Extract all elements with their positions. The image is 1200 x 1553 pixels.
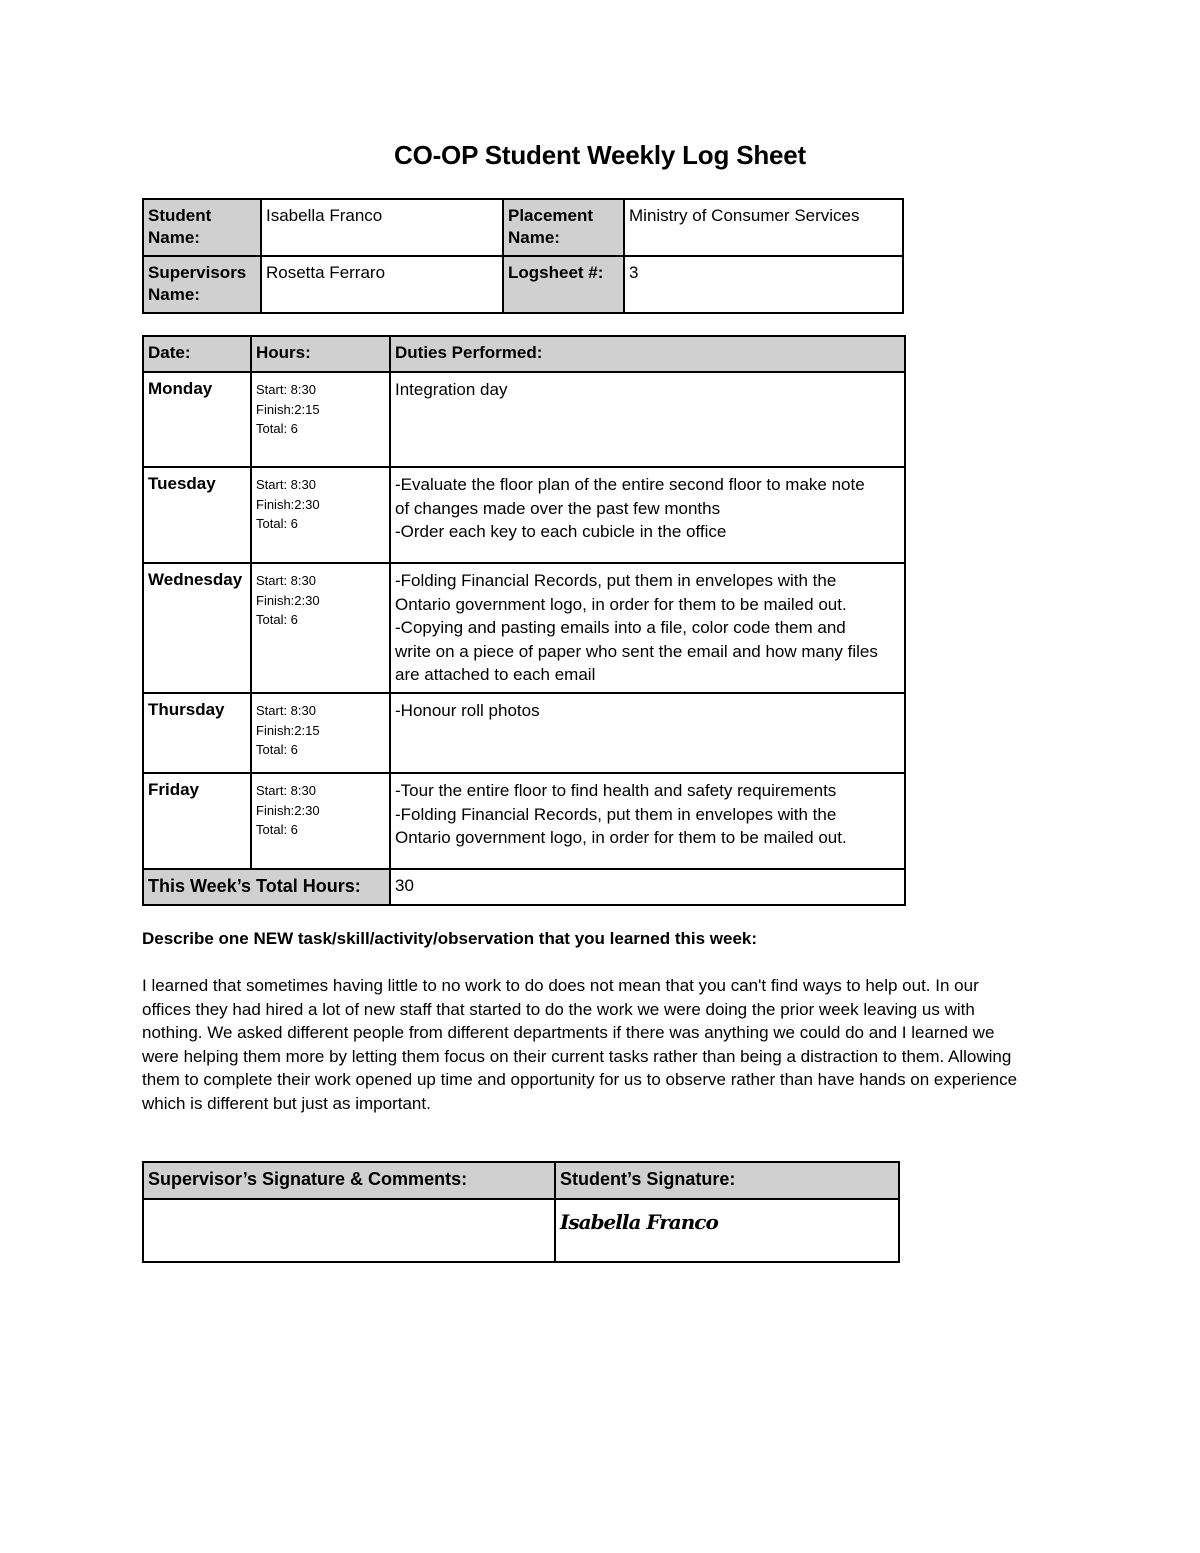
finish-time: Finish:2:15 bbox=[256, 722, 320, 738]
placement-name-value: Ministry of Consumer Services bbox=[624, 199, 903, 256]
duty-line: -Evaluate the floor plan of the entire second floor to make note bbox=[395, 475, 865, 494]
duty-line: are attached to each email bbox=[395, 665, 596, 684]
duties-cell bbox=[390, 467, 905, 563]
answer-line: offices they had hired a lot of new staff that started to do the work we were doing the prior week leaving us with bbox=[142, 999, 975, 1019]
learning-answer bbox=[142, 974, 1062, 1115]
supervisor-signature-label: Supervisor’s Signature & Comments: bbox=[143, 1162, 555, 1199]
student-signature: Isabella Franco bbox=[560, 1210, 718, 1234]
start-time: Start: 8:30 bbox=[256, 703, 316, 718]
student-name-label: Student Name: bbox=[143, 199, 261, 256]
total-hours: Total: 6 bbox=[256, 742, 298, 757]
start-time: Start: 8:30 bbox=[256, 573, 316, 588]
answer-line: nothing. We asked different people from different departments if there was anything we could do and I learned we bbox=[142, 1023, 995, 1042]
start-time: Start: 8:30 bbox=[256, 477, 316, 492]
supervisor-signature-field[interactable] bbox=[143, 1199, 555, 1262]
log-row-thursday bbox=[143, 693, 905, 773]
finish-time: Finish:2:30 bbox=[256, 592, 320, 608]
duty-line: -Folding Financial Records, put them in envelopes with the bbox=[395, 804, 837, 824]
learning-question: Describe one NEW task/skill/activity/observation that you learned this week: bbox=[142, 929, 758, 948]
weekly-total-label: This Week’s Total Hours: bbox=[143, 869, 390, 905]
weekly-total-value: 30 bbox=[390, 869, 905, 905]
duty-line: Integration day bbox=[395, 380, 508, 399]
student-name-value: Isabella Franco bbox=[261, 199, 503, 256]
hours-cell bbox=[251, 467, 390, 563]
finish-time: Finish:2:30 bbox=[256, 802, 320, 818]
log-row-friday bbox=[143, 773, 905, 869]
answer-line: were helping them more by letting them focus on their current tasks rather than being a distraction to them. Allowing bbox=[142, 1046, 1012, 1066]
duty-line: Ontario government logo, in order for them to be mailed out. bbox=[395, 594, 847, 614]
daily-log-table bbox=[142, 335, 906, 906]
duty-line: -Copying and pasting emails into a file, color code them and bbox=[395, 618, 846, 637]
log-row-tuesday bbox=[143, 467, 905, 563]
hours-cell bbox=[251, 693, 390, 773]
hours-cell bbox=[251, 773, 390, 869]
duties-cell bbox=[390, 372, 905, 467]
log-row-wednesday bbox=[143, 563, 905, 693]
answer-line: which is different but just as important. bbox=[142, 1093, 431, 1113]
page-title: CO-OP Student Weekly Log Sheet bbox=[394, 140, 806, 170]
answer-line: I learned that sometimes having little to no work to do does not mean that you can't find ways to help out. In our bbox=[142, 976, 979, 995]
day-name: Monday bbox=[143, 372, 251, 467]
total-hours: Total: 6 bbox=[256, 516, 298, 531]
student-signature-label: Student’s Signature: bbox=[555, 1162, 899, 1199]
duties-cell bbox=[390, 693, 905, 773]
log-row-monday bbox=[143, 372, 905, 467]
finish-time: Finish:2:30 bbox=[256, 496, 320, 512]
answer-line: them to complete their work opened up time and opportunity for us to observe rather than have hands on experience bbox=[142, 1070, 1018, 1089]
student-signature-field[interactable] bbox=[555, 1199, 899, 1262]
hours-header: Hours: bbox=[251, 336, 390, 372]
logsheet-number-value: 3 bbox=[624, 256, 903, 313]
total-hours: Total: 6 bbox=[256, 612, 298, 627]
duty-line: Ontario government logo, in order for them to be mailed out. bbox=[395, 828, 847, 847]
student-info-table bbox=[142, 198, 904, 314]
duty-line: -Honour roll photos bbox=[395, 701, 540, 720]
start-time: Start: 8:30 bbox=[256, 783, 316, 798]
day-name: Tuesday bbox=[143, 467, 251, 563]
duties-cell bbox=[390, 563, 905, 693]
total-hours: Total: 6 bbox=[256, 822, 298, 837]
duty-line: -Tour the entire floor to find health and safety requirements bbox=[395, 781, 837, 800]
logsheet-number-label: Logsheet #: bbox=[503, 256, 624, 313]
finish-time: Finish:2:15 bbox=[256, 401, 320, 417]
day-name: Friday bbox=[143, 773, 251, 869]
duty-line: -Order each key to each cubicle in the office bbox=[395, 522, 727, 541]
duties-header: Duties Performed: bbox=[390, 336, 905, 372]
day-name: Wednesday bbox=[143, 563, 251, 693]
duties-cell bbox=[390, 773, 905, 869]
signature-table bbox=[142, 1161, 900, 1263]
duty-line: of changes made over the past few months bbox=[395, 498, 721, 518]
date-header: Date: bbox=[143, 336, 251, 372]
day-name: Thursday bbox=[143, 693, 251, 773]
total-hours: Total: 6 bbox=[256, 421, 298, 436]
hours-cell bbox=[251, 563, 390, 693]
hours-cell bbox=[251, 372, 390, 467]
supervisor-name-value: Rosetta Ferraro bbox=[261, 256, 503, 313]
duty-line: write on a piece of paper who sent the email and how many files bbox=[395, 641, 878, 661]
start-time: Start: 8:30 bbox=[256, 382, 316, 397]
supervisor-name-label: Supervisors Name: bbox=[143, 256, 261, 313]
duty-line: -Folding Financial Records, put them in envelopes with the bbox=[395, 571, 837, 590]
placement-name-label: Placement Name: bbox=[503, 199, 624, 256]
